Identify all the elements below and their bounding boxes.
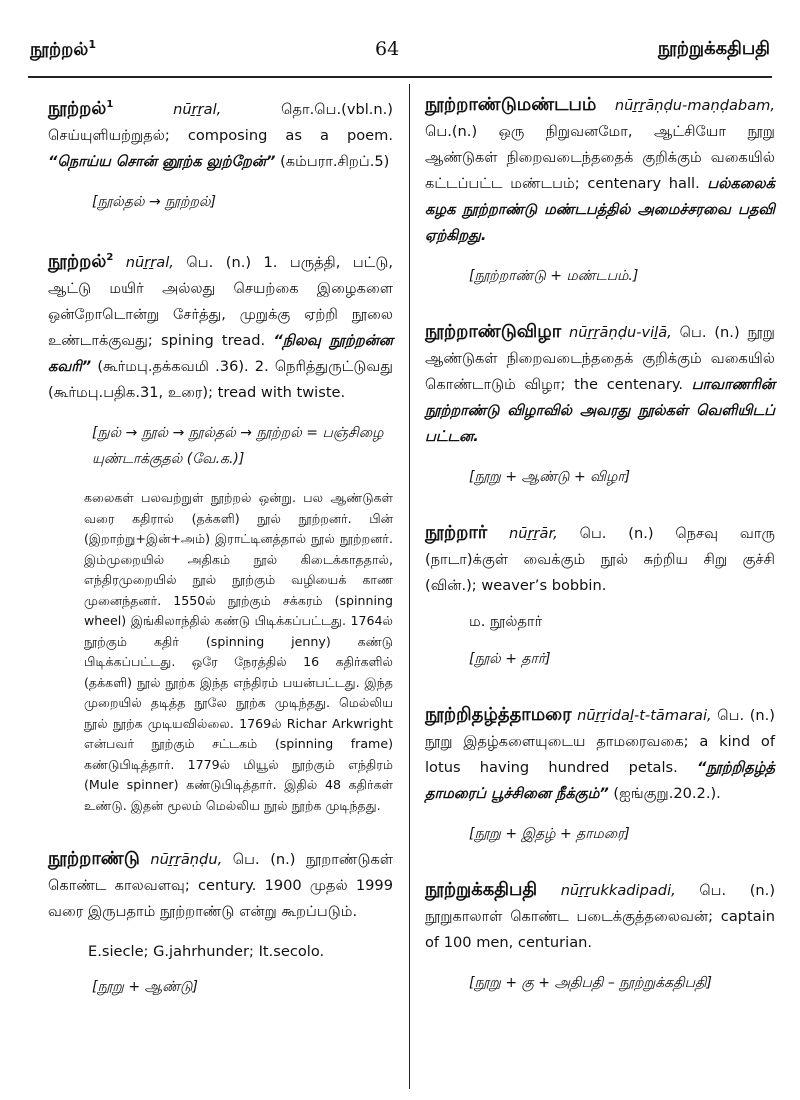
entry-quotation: “நிலவு நூற்றன்ன கவரி” xyxy=(48,332,394,375)
column-divider xyxy=(409,84,410,1089)
entry-nurrar xyxy=(425,520,775,672)
entry-transliteration: nūṟṟāṇḍu, xyxy=(150,851,223,868)
entry-body xyxy=(48,245,393,406)
entry-etymology: [நூல்தல் → நூற்றல்] xyxy=(92,194,216,210)
header-left-word: நூற்றல் xyxy=(30,39,89,60)
entry-nurral-2 xyxy=(48,245,393,816)
entry-definition: பெ. (n.) நூறு இதழ்களையுடைய தாமரைவகை; a kind of lotus having hundred petals. xyxy=(425,707,776,776)
entry-usage-example: பாவாணரின் நூற்றாண்டு விழாவில் அவரது நூல்கள் வெளியிடப் பட்டன. xyxy=(425,376,775,445)
entry-transliteration: nūṟṟāṇḍu-viḻā, xyxy=(569,324,672,341)
entry-body xyxy=(425,92,775,249)
entry-headword: நூற்றல்$^1$ xyxy=(48,98,114,119)
entry-headword: நூற்றாண்டுமண்டபம் xyxy=(425,94,597,115)
entry-etymology: [நூறு + ஆண்டு] xyxy=(92,979,198,995)
entry-nurrukkadipadi xyxy=(425,877,775,996)
entry-etymology: [நூல் + தார்] xyxy=(469,651,551,667)
entry-transliteration: nūṟṟār, xyxy=(509,525,558,542)
entry-citation: (ஐங்குறு.20.2.). xyxy=(613,785,721,802)
header-left-guide-word xyxy=(30,38,96,62)
entry-headword: நூற்றுக்கதிபதி xyxy=(425,879,538,900)
entry-transliteration: nūṟṟidaḻ-t-tāmarai, xyxy=(577,707,712,724)
entry-cognate: ம. நூல்தார் xyxy=(469,613,543,630)
entry-nurrandu-mandabam xyxy=(425,92,775,289)
entry-headword: நூற்றாண்டு xyxy=(48,848,140,869)
entry-body xyxy=(48,92,393,175)
header-right-guide-word: நூற்றுக்கதிபதி xyxy=(657,38,770,59)
entry-nurral-1 xyxy=(48,92,393,215)
entry-etymology: [நூறு + இதழ் + தாமரை] xyxy=(469,826,630,842)
entry-etymology: [நுல் → நூல் → நூல்தல் → நூற்றல் = பஞ்சிழை யுண்டாக்குதல் (வே.க.)] xyxy=(92,425,384,467)
entry-body xyxy=(425,702,775,807)
entry-body xyxy=(425,319,775,450)
entry-etymology: [நூற்றாண்டு + மண்டபம்.] xyxy=(469,268,639,284)
header-rule xyxy=(28,76,772,78)
right-column xyxy=(425,92,775,1026)
entry-transliteration: nūṟṟukkadipadi, xyxy=(560,882,676,899)
entry-definition: பெ. (n.) நூறுகாலாள் கொண்ட படைக்குத்தலைவன்; captain of 100 men, centurian. xyxy=(425,882,776,951)
entry-transliteration: nūṟṟal, xyxy=(125,254,174,271)
entry-nurrandu xyxy=(48,846,393,1000)
entry-quotation: “நொய்ய சொன் னூற்க லுற்றேன்” xyxy=(48,153,276,170)
entry-definition: பெ. (n.) நூறாண்டுகள் கொண்ட காலவளவு; century. 1900 முதல் 1999 வரை இருபதாம் நூற்றாண்டு என்று கூறப்படும். xyxy=(48,851,394,920)
entry-headword: நூற்றாண்டுவிழா xyxy=(425,321,562,342)
entry-definition: பெ. (n.) நூறு ஆண்டுகள் நிறைவடைந்ததைக் குறிக்கும் வகையில் கொண்டாடும் விழா; the centenary. xyxy=(425,324,775,393)
entry-etymology: [நூறு + கு + அதிபதி – நூற்றுக்கதிபதி] xyxy=(469,975,712,991)
entry-transliteration: nūṟṟāṇḍu-maṇḍabam, xyxy=(614,97,775,114)
entry-encyclopedic-note: கலைகள் பலவற்றுள் நூற்றல் ஒன்று. பல ஆண்டுகள் வரை கதிரால் (தக்களி) நூல் நூற்றனர். பின் (இறாற்று+இன்+அம்) இராட்டினத்தால் நூல் நூற்றனர். இம்முறையில் அதிகம் நூல் கிடைக்காததால், எந்திரமுறையில் நூல் நூற்கும் வழியைக் காண முனைந்தனர். 1550ல் நூற்கும் சக்கரம் (spinning wheel) இங்கிலாந்தில் கண்டு பிடிக்கப்பட்டது. 1764ல் நூற்கும் கதிர் (spinning jenny) கண்டு பிடிக்கப்பட்டது. ஒரே நேரத்தில் 16 கதிர்களில் (தக்களி) நூல் நூற்க இந்த எந்திரம் பயன்பட்டது. இந்த முறையில் தடித்த நூலே நூற்க முடிந்தது. மெல்லிய நூல் நூற்க முடியவில்லை. 1769ல் Richar Arkwright என்பவர் நூற்கும் சட்டகம் (spinning frame) கண்டுபிடித்தார். 1779ல் மியூல் நூற்கும் எந்திரம் (Mule spinner) கண்டுபிடித்தார். இதில் 48 கதிர்கள் உண்டு. இதன் மூலம் மெல்லிய நூல் நூற்க முடிந்தது. xyxy=(84,490,393,813)
entry-etymology: [நூறு + ஆண்டு + விழா] xyxy=(469,469,631,485)
entry-nurridal-t-tamarai xyxy=(425,702,775,847)
entry-definition: தொ.பெ.(vbl.n.) செய்யுளியற்றுதல்; composing as a poem. xyxy=(48,101,393,144)
left-column xyxy=(48,92,393,1030)
entry-body xyxy=(425,520,775,599)
entry-headword: நூற்றிதழ்த்தாமரை xyxy=(425,704,572,725)
header-left-superscript: 1 xyxy=(88,38,96,51)
page-number: 64 xyxy=(375,38,400,60)
entry-nurrandu-vila xyxy=(425,319,775,490)
entry-language-equivalents: E.siecle; G.jahrhunder; It.secolo. xyxy=(88,943,325,960)
entry-headword: நூற்றார் xyxy=(425,522,488,543)
entry-usage-example: பல்கலைக் கழக நூற்றாண்டு மண்டபத்தில் அமைச்சரவை பதவி ஏற்கிறது. xyxy=(425,175,775,244)
entry-definition: பெ.(n.) ஒரு நிறுவனமோ, ஆட்சியோ நூறு ஆண்டுகள் நிறைவடைந்ததைக் குறிக்கும் வகையில் கட்டப்பட்ட மண்டபம்; centenary hall. xyxy=(425,123,775,192)
entry-definition: பெ. (n.) நெசவு வாரு (நாடா)க்குள் வைக்கும் நூல் சுற்றிய சிறு குச்சி (வின்.); weaver’s bobbin. xyxy=(425,525,776,594)
entry-definition: பெ. (n.) 1. பருத்தி, பட்டு, ஆட்டு மயிர் அல்லது செயற்கை இழைகளை ஒன்றோடொன்று சேர்த்து, முறுக்கு ஏற்றி நூலை உண்டாக்குவது; spining tread. xyxy=(48,254,394,349)
entry-citation: (கம்பரா.சிறப்.5) xyxy=(280,153,390,170)
entry-transliteration: nūṟṟal, xyxy=(173,101,222,118)
entry-definition-continued: (கூர்மபு.தக்கவமி .36). 2. நெரித்துருட்டுவது (கூர்மபு.பதிக.31, உரை); tread with twiste. xyxy=(48,358,393,401)
entry-headword: நூற்றல்$^2$ xyxy=(48,251,114,272)
entry-quotation: “நூற்றிதழ்த் தாமரைப் பூச்சினை நீக்கும்” xyxy=(425,759,775,802)
entry-body xyxy=(48,846,393,925)
entry-body xyxy=(425,877,775,956)
